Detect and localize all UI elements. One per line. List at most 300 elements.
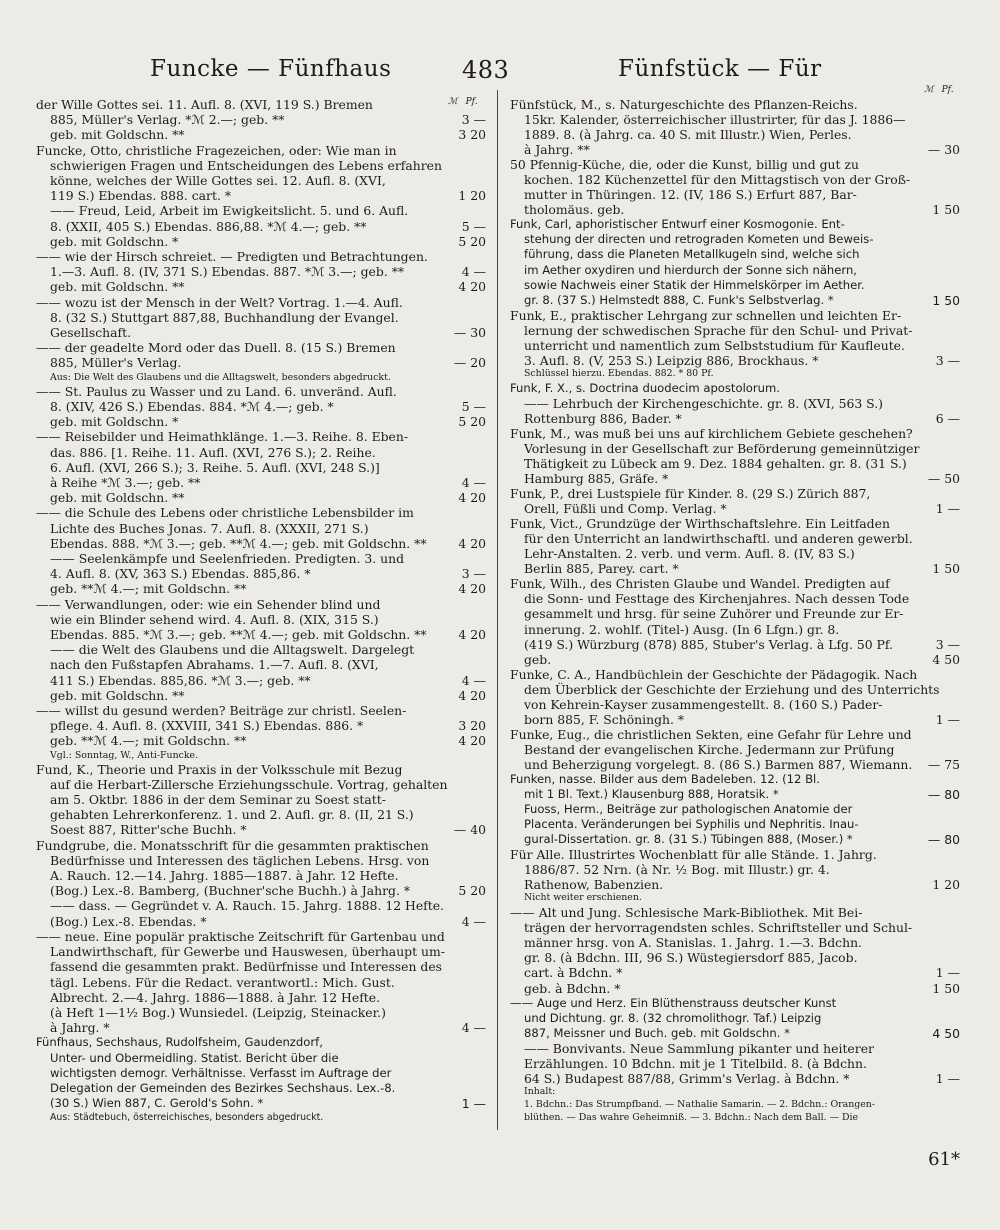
catalog-entry [510,97,960,157]
running-header-left: Funcke — Fünfhaus [150,56,392,82]
entry-text: Fund, K., Theorie und Praxis in der Volksschule mit Bezug [36,761,403,777]
entry-price: 1 — [935,501,960,517]
entry-line [510,727,960,742]
entry-text: dem Überblick der Geschichte der Erziehung und des Unterrichts [524,681,940,697]
catalog-entry [510,667,960,727]
entry-text: A. Rauch. 12.—14. Jahrg. 1885—1887. à Jahr. 12 Hefte. [50,868,399,884]
entry-text: unterricht und namentlich zum Selbststudium für Kaufleute. [524,337,905,353]
column-divider [497,90,498,1130]
entry-price: 1 50 [932,292,960,308]
running-header-right: Fünfstück — Für [618,56,822,82]
entry-price: 1 20 [932,877,960,893]
entry-price: 3 — [461,566,486,582]
entry-text: von Kehrein-Kayser zusammengestellt. 8. (160 S.) Pader- [524,696,883,712]
entry-line [36,597,486,612]
entry-price: — 75 [927,756,960,772]
entry-text: Aus: Städtebuch, österreichisches, besonders abgedruckt. [50,1112,324,1124]
entry-price: 4 20 [458,490,486,506]
entry-line [36,1051,486,1066]
entry-text: Funk, E., praktischer Lehrgang zur schnellen und leichten Er- [510,307,902,323]
entry-line [36,536,486,551]
entry-price: 4 — [461,1020,486,1036]
entry-price: 4 20 [458,279,486,295]
entry-text: auf die Herbart-Zillersche Erziehungsschule. Vortrag, gehalten [50,776,448,792]
entry-line [510,892,960,905]
entry-line [36,627,486,642]
entry-text: schwierigen Fragen und Entscheidungen des Lebens erfahren [50,157,442,173]
entry-text: stehung der directen und retrograden Kometen und Beweis- [524,232,874,247]
entry-text: Lichte des Buches Jonas. 7. Aufl. 8. (XXXII, 271 S.) [50,520,369,536]
unit-mark: ℳ [448,97,458,107]
entry-text: pflege. 4. Aufl. 8. (XXVIII, 341 S.) Ebendas. 886. * [50,718,364,734]
entry-text: Vorlesung in der Gesellschaft zur Beförderung gemeinnütziger [524,440,920,456]
entry-price: 5 — [461,398,486,414]
catalog-entry [36,384,486,430]
entry-line [510,1056,960,1071]
entry-line [510,396,960,411]
entry-line [36,612,486,627]
entry-text: 411 S.) Ebendas. 885,86. *ℳ 3.—; geb. ** [50,672,311,688]
entry-text: Schlüssel hierzu. Ebendas. 882. * 80 Pf. [524,367,714,379]
entry-text: geb. mit Goldschn. ** [50,127,185,143]
entry-line [510,486,960,501]
entry-text: Thätigkeit zu Lübeck am 9. Dez. 1884 gehalten. gr. 8. (31 S.) [524,456,907,471]
entry-line [36,325,486,340]
entry-line [510,591,960,606]
entry-price: 5 20 [458,414,486,430]
entry-line [36,898,486,913]
entry-text: und Beherzigung vorgelegt. 8. (86 S.) Barmen 887, Wiemann. [524,756,913,772]
entry-line [36,792,486,807]
entry-line [510,426,960,441]
entry-price: 1 50 [932,202,960,218]
entry-line [36,355,486,370]
entry-line [36,295,486,310]
entry-text: kochen. 182 Küchenzettel für den Mittagstisch von der Groß- [524,172,911,188]
entry-price: 3 20 [458,127,486,143]
entry-text: wie ein Blinder sehend wird. 4. Aufl. 8. (XIX, 315 S.) [50,611,379,627]
entry-line [510,411,960,426]
entry-line [510,232,960,247]
entry-line [510,981,960,996]
entry-line [510,712,960,727]
entry-text: Aus: Die Welt des Glaubens und die Alltagswelt, besonders abgedruckt. [50,371,391,383]
entry-line [510,531,960,546]
catalog-entry [36,143,486,249]
entry-line [510,772,960,787]
entry-line [36,566,486,581]
entry-text: Placenta. Veränderungen bei Syphilis und Nephritis. Inau- [524,817,859,832]
entry-price: — 40 [453,822,486,838]
catalog-entry [510,576,960,666]
entry-price: 1 50 [932,561,960,577]
entry-price: 1 — [461,1096,486,1112]
entry-line [36,414,486,429]
entry-line [510,353,960,368]
catalog-entry [510,772,960,847]
entry-price: 4 50 [932,1025,960,1041]
entry-text: Inhalt: [524,1085,556,1097]
entry-text: Delegation der Gemeinden des Bezirkes Sechshaus. Lex.-8. [50,1080,396,1095]
entry-text: geb. à Bdchn. * [524,980,621,996]
entry-text: —— die Welt des Glaubens und die Alltagswelt. Dargelegt [50,642,415,658]
entry-text: Vgl.: Sonntag, W., Anti-Funcke. [50,749,199,761]
right-column [510,85,960,1125]
entry-text: Funke, C. A., Handbüchlein der Geschichte der Pädagogik. Nach [510,666,918,682]
entry-line [510,456,960,471]
entry-line [510,847,960,862]
entry-text: 64 S.) Budapest 887/88, Grimm's Verlag. à Bdchn. * [524,1070,850,1086]
entry-price: 4 20 [458,626,486,642]
entry-text: Funk, Carl, aphoristischer Entwurf einer Kosmogonie. Ent- [510,217,845,232]
entry-text: —— die Schule des Lebens oder christliche Lebensbilder im [36,505,414,521]
entry-line [36,1111,486,1124]
entry-line [36,868,486,883]
entry-line [36,1081,486,1096]
entry-line [510,338,960,353]
entry-line [510,652,960,667]
entry-text: wichtigsten demogr. Verhältnisse. Verfasst im Auftrage der [50,1065,392,1080]
entry-price: 6 — [935,410,960,426]
entry-text: (419 S.) Würzburg (878) 885, Stuber's Verlag. à Lfg. 50 Pf. [524,636,893,652]
entry-text: Rathenow, Babenzien. [524,877,664,893]
entry-line [510,935,960,950]
entry-text: —— Bonvivants. Neue Sammlung pikanter und heiterer [524,1040,874,1056]
entry-line [36,384,486,399]
catalog-entry [36,97,486,143]
entry-price: 4 20 [458,687,486,703]
entry-text: Hamburg 885, Gräfe. * [524,471,669,487]
entry-text: tägl. Lebens. Für die Redact. verantwortl.: Mich. Gust. [50,974,395,990]
entry-text: Bedürfnisse und Interessen des täglichen Lebens. Hrsg. von [50,852,430,868]
entry-text: und Dichtung. gr. 8. (32 chromolithogr. Taf.) Leipzig [524,1010,822,1025]
entry-text: am 5. Oktbr. 1886 in der dem Seminar zu Soest statt- [50,792,386,808]
entry-text: fassend die gesammten prakt. Bedürfnisse und Interessen des [50,959,443,975]
entry-text: Erzählungen. 10 Bdchn. mit je 1 Titelbild. 8. (à Bdchn. [524,1055,867,1071]
entry-line [36,853,486,868]
entry-text: 8. (XXII, 405 S.) Ebendas. 886,88. *ℳ 4.—; geb. ** [50,218,367,234]
entry-price: 3 — [935,352,960,368]
entry-line [510,965,960,980]
entry-line [36,521,486,536]
entry-line [36,112,486,127]
entry-price: 4 50 [932,651,960,667]
entry-text: Lehr-Anstalten. 2. verb. und verm. Aufl. 8. (IV, 83 S.) [524,546,855,562]
entry-text: —— St. Paulus zu Wasser und zu Land. 6. unveränd. Aufl. [36,383,397,399]
entry-text: —— Seelenkämpfe und Seelenfrieden. Predigten. 3. und [50,550,405,566]
entry-line [36,749,486,762]
entry-line [510,817,960,832]
catalog-entry [510,905,960,995]
entry-text: Gesellschaft. [50,325,132,341]
entry-price: 5 20 [458,233,486,249]
entry-line [36,642,486,657]
entry-price: — 20 [453,355,486,371]
entry-line [36,158,486,173]
entry-line [510,561,960,576]
entry-line [510,308,960,323]
entry-text: 4. Aufl. 8. (XV, 363 S.) Ebendas. 885,86. * [50,566,311,582]
entry-text: geb. mit Goldschn. * [50,233,179,249]
entry-text: gehabten Lehrerkonferenz. 1. und 2. Aufl. gr. 8. (II, 21 S.) [50,807,414,823]
entry-text: 15kr. Kalender, österreichischer illustrirter, für das J. 1886— [524,112,906,128]
unit-mark: ℳ [924,85,934,95]
catalog-entry [36,929,486,1035]
entry-text: gr. 8. (37 S.) Helmstedt 888, C. Funk's Selbstverlag. * [524,292,834,307]
entry-text: —— Freud, Leid, Arbeit im Ewigkeitslicht. 5. und 6. Aufl. [50,203,409,219]
entry-line [36,203,486,218]
entry-text: Fünfstück, M., s. Naturgeschichte des Pflanzen-Reichs. [510,97,858,112]
entry-text: geb. mit Goldschn. ** [50,279,185,295]
page-number: 483 [462,56,510,84]
catalog-entry [36,505,486,596]
entry-price: 3 — [935,636,960,652]
entry-line [510,862,960,877]
unit-pf: Pf. [465,97,478,107]
entry-text: 885, Müller's Verlag. [50,355,182,371]
entry-text: männer hrsg. von A. Stanislas. 1. Jahrg. 1.—3. Bdchn. [524,935,862,951]
entry-price: 4 20 [458,581,486,597]
catalog-entry [510,847,960,905]
catalog-entry [36,597,486,703]
entry-line [36,1066,486,1081]
entry-line [36,581,486,596]
entry-text: —— Auge und Herz. Ein Blüthenstrauss deutscher Kunst [510,995,837,1010]
entry-line [36,762,486,777]
entry-text: Soest 887, Ritter'sche Buchh. * [50,822,247,838]
entry-line [510,950,960,965]
entry-line [36,688,486,703]
entry-line [36,310,486,325]
entry-text: —— Alt und Jung. Schlesische Mark-Bibliothek. Mit Bei- [510,905,863,921]
catalog-entry [510,381,960,426]
entry-text: 1886/87. 52 Nrn. (à Nr. ½ Bog. mit Illustr.) gr. 4. [524,862,830,878]
entry-line [510,905,960,920]
entry-text: das. 886. [1. Reihe. 11. Aufl. (XVI, 276 S.); 2. Reihe. [50,444,376,460]
entry-line [36,883,486,898]
entry-price: 4 — [461,672,486,688]
entry-line [510,757,960,772]
entry-line [36,718,486,733]
entry-text: 8. (32 S.) Stuttgart 887,88, Buchhandlung der Evangel. [50,309,399,325]
catalog-entry [36,340,486,383]
entry-text: —— wozu ist der Mensch in der Welt? Vortrag. 1.—4. Aufl. [36,294,403,310]
left-column [36,97,486,1124]
entry-line [36,914,486,929]
entry-line [510,877,960,892]
entry-line [510,142,960,157]
entry-text: gural-Dissertation. gr. 8. (31 S.) Tübingen 888, (Moser.) * [524,832,853,847]
entry-text: à Jahrg. * [50,1020,110,1036]
entry-line [510,247,960,262]
entry-text: Funk, F. X., s. Doctrina duodecim apostolorum. [510,380,780,395]
entry-line [510,1086,960,1099]
entry-line [36,1035,486,1050]
entry-text: Berlin 885, Parey. cart. * [524,561,679,577]
entry-text: sowie Nachweis einer Statik der Himmelskörper im Aether. [524,277,865,292]
entry-line [510,501,960,516]
catalog-entry [36,838,486,929]
entry-line [36,673,486,688]
entry-line [510,682,960,697]
entry-text: 885, Müller's Verlag. *ℳ 2.—; geb. ** [50,112,285,128]
entry-line [510,157,960,172]
entry-price: — 80 [927,787,960,803]
entry-line [36,929,486,944]
entry-text: nach den Fußstapfen Abrahams. 1.—7. Aufl. 8. (XVI, [50,657,379,673]
catalog-entry [36,429,486,505]
entry-line [36,703,486,718]
entry-line [510,996,960,1011]
entry-text: (30 S.) Wien 887, C. Gerold's Sohn. * [50,1096,264,1111]
entry-text: könne, welches der Wille Gottes sei. 12. Aufl. 8. (XVI, [50,173,386,189]
entry-text: Funcke, Otto, christliche Fragezeichen, oder: Wie man in [36,142,397,158]
entry-line [36,429,486,444]
entry-text: Ebendas. 885. *ℳ 3.—; geb. **ℳ 4.—; geb. mit Goldschn. ** [50,626,427,642]
entry-text: Fuoss, Herm., Beiträge zur pathologischen Anatomie der [524,802,853,817]
entry-line [510,441,960,456]
entry-text: innerung. 2. wohlf. (Titel-) Ausg. (In 6 Lfgn.) gr. 8. [524,621,840,637]
entry-text: Fünfhaus, Sechshaus, Rudolfsheim, Gaudenzdorf, [36,1035,323,1050]
entry-price: — 30 [453,325,486,341]
catalog-entry [510,727,960,772]
entry-line [510,368,960,381]
entry-line [36,399,486,414]
entry-text: im Aether oxydiren und hierdurch der Sonne sich nähern, [524,262,857,277]
entry-price: 3 20 [458,718,486,734]
entry-line [36,371,486,384]
entry-line [36,733,486,748]
entry-text: geb. mit Goldschn. ** [50,490,185,506]
entry-line [510,1099,960,1112]
entry-line [36,143,486,158]
entry-text: 1.—3. Aufl. 8. (IV, 371 S.) Ebendas. 887. *ℳ 3.—; geb. ** [50,264,405,280]
entry-text: Funk, Vict., Grundzüge der Wirthschaftslehre. Ein Leitfaden [510,516,890,532]
entry-text: 1. Bdchn.: Das Strumpfband. — Nathalie Samarin. — 2. Bdchn.: Orangen- [524,1098,876,1110]
entry-text: lernung der schwedischen Sprache für den Schul- und Privat- [524,322,913,338]
entry-text: 3. Aufl. 8. (V, 253 S.) Leipzig 886, Brockhaus. * [524,352,819,368]
entry-line [510,97,960,112]
entry-price: — 50 [927,471,960,487]
entry-price: 4 20 [458,733,486,749]
entry-text: —— neue. Eine populär praktische Zeitschrift für Gartenbau und [36,928,445,944]
entry-text: geb. [524,651,552,667]
entry-line [510,263,960,278]
entry-text: Funk, Wilh., des Christen Glaube und Wandel. Predigten auf [510,576,890,592]
entry-price: 4 — [461,474,486,490]
entry-line [510,576,960,591]
entry-text: gr. 8. (à Bdchn. III, 96 S.) Wüstegiersdorf 885, Jacob. [524,950,858,966]
entry-text: 887, Meissner und Buch. geb. mit Goldschn. * [524,1025,790,1040]
unit-pf: Pf. [941,85,954,95]
entry-line [510,187,960,202]
entry-text: geb. **ℳ 4.—; mit Goldschn. ** [50,733,247,749]
entry-text: führung, dass die Planeten Metallkugeln sind, welche sich [524,247,860,262]
entry-text: Funke, Eug., die christlichen Sekten, eine Gefahr für Lehre und [510,726,912,742]
entry-line [510,293,960,308]
entry-line [510,787,960,802]
entry-line [36,1020,486,1035]
entry-line [36,657,486,672]
entry-line [510,127,960,142]
entry-text: —— wie der Hirsch schreiet. — Predigten und Betrachtungen. [36,249,428,265]
catalog-entry [510,426,960,486]
entry-text: Rottenburg 886, Bader. * [524,410,682,426]
catalog-entry [36,1035,486,1124]
entry-text: Funken, nasse. Bilder aus dem Badeleben. 12. (12 Bl. [510,771,820,786]
entry-text: (Bog.) Lex.-8. Bamberg, (Buchner'sche Buchh.) à Jahrg. * [50,883,411,899]
entry-line [510,323,960,338]
entry-line [510,471,960,486]
entry-text: 8. (XIV, 426 S.) Ebendas. 884. *ℳ 4.—; geb. * [50,398,334,414]
entry-text: mit 1 Bl. Text.) Klausenburg 888, Horatsik. * [524,787,779,802]
catalog-entry [510,308,960,381]
entry-line [510,217,960,232]
entry-line [36,127,486,142]
entry-line [36,249,486,264]
entry-text: geb. mit Goldschn. ** [50,687,185,703]
entry-price: 1 — [935,711,960,727]
entry-text: geb. mit Goldschn. * [50,414,179,430]
entry-price: 4 — [461,264,486,280]
catalog-entry [36,703,486,762]
entry-text: born 885, F. Schöningh. * [524,711,685,727]
entry-line [510,546,960,561]
entry-line [510,1026,960,1041]
entry-line [36,822,486,837]
entry-text: 1889. 8. (à Jahrg. ca. 40 S. mit Illustr.) Wien, Perles. [524,127,852,143]
entry-text: —— der geadelte Mord oder das Duell. 8. (15 S.) Bremen [36,340,396,356]
entry-text: Funk, M., was muß bei uns auf kirchlichem Gebiete geschehen? [510,425,913,441]
entry-price: — 30 [927,142,960,158]
entry-text: Für Alle. Illustrirtes Wochenblatt für alle Stände. 1. Jahrg. [510,847,877,863]
entry-line [510,832,960,847]
entry-line [510,697,960,712]
entry-text: à Reihe *ℳ 3.—; geb. ** [50,474,201,490]
entry-line [510,112,960,127]
entry-line [510,1112,960,1125]
entry-line [36,460,486,475]
catalog-entry [510,996,960,1125]
entry-line [510,278,960,293]
entry-line [510,920,960,935]
entry-line [36,505,486,520]
entry-text: geb. **ℳ 4.—; mit Goldschn. ** [50,581,247,597]
entry-text: die Sonn- und Festtage des Kirchenjahres. Nach dessen Tode [524,591,910,607]
entry-line [36,1096,486,1111]
entry-line [510,606,960,621]
entry-text: Orell, Füßli und Comp. Verlag. * [524,501,727,517]
entry-text: —— Verwandlungen, oder: wie ein Sehender blind und [36,596,381,612]
entry-line [36,490,486,505]
price-unit-header [924,85,962,95]
entry-line [510,622,960,637]
entry-line [510,637,960,652]
entry-price: 5 — [461,218,486,234]
entry-line [36,445,486,460]
entry-text: für den Unterricht an landwirthschaftl. und anderen gewerbl. [524,531,913,547]
entry-line [36,279,486,294]
entry-line [510,1041,960,1056]
catalog-entry [510,157,960,217]
entry-price: 1 — [935,965,960,981]
entry-line [36,475,486,490]
entry-text: Nicht weiter erschienen. [524,892,642,904]
entry-price: 1 — [935,1070,960,1086]
catalog-entry [510,217,960,307]
entry-text: 6. Aufl. (XVI, 266 S.); 3. Reihe. 5. Aufl. (XVI, 248 S.)] [50,459,380,475]
catalog-entry [36,249,486,295]
